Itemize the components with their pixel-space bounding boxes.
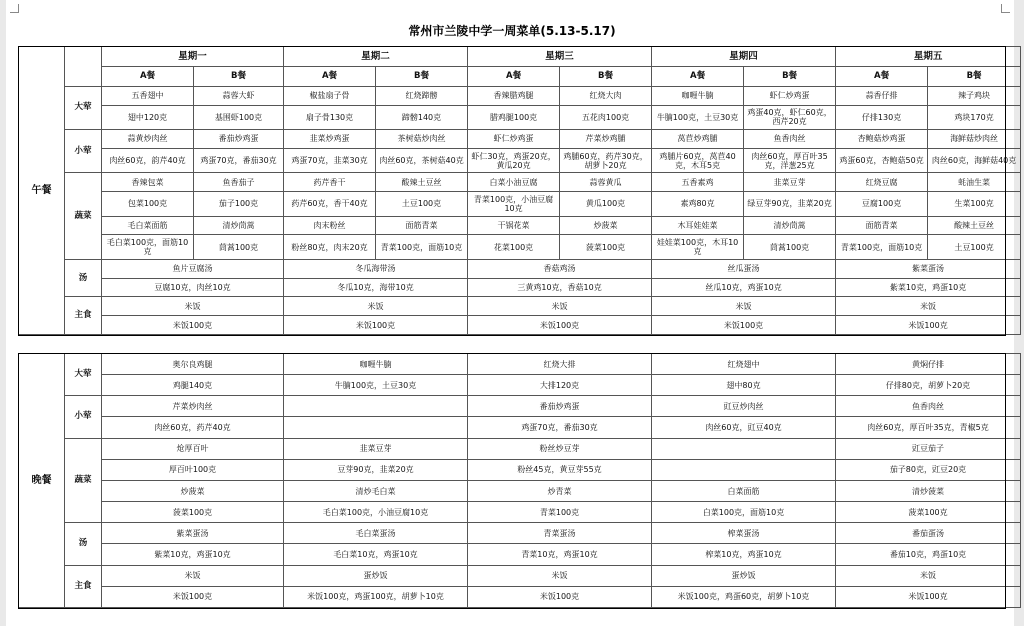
dish-ingredients: 茄子100克 bbox=[194, 192, 284, 217]
dish-ingredients: 扇子骨130克 bbox=[284, 105, 376, 130]
dish-ingredients: 肉丝60克，厚百叶35克，青椒5克 bbox=[836, 417, 1021, 438]
dish-name: 药芹香干 bbox=[284, 173, 376, 192]
dish-ingredients: 鸡蛋40克，虾仁60克，西芹20克 bbox=[744, 105, 836, 130]
meal-b-header: B餐 bbox=[194, 66, 284, 86]
header-blank bbox=[65, 47, 102, 87]
table-row bbox=[19, 86, 1021, 105]
dish-ingredients: 虾仁30克，鸡蛋20克，黄瓜20克 bbox=[468, 148, 560, 173]
dish-name: 黄焖仔排 bbox=[836, 354, 1021, 375]
meal-a-header: A餐 bbox=[836, 66, 928, 86]
day-header: 星期五 bbox=[836, 47, 1021, 67]
day-header: 星期四 bbox=[652, 47, 836, 67]
dish-name: 蚝油生菜 bbox=[928, 173, 1021, 192]
dish-ingredients: 鸡蛋70克，番茄30克 bbox=[468, 417, 652, 438]
table-row bbox=[19, 396, 1021, 417]
dish-ingredients: 青菜10克，鸡蛋10克 bbox=[468, 544, 652, 565]
dish-name: 白菜小油豆腐 bbox=[468, 173, 560, 192]
dish-name: 豇豆炒肉丝 bbox=[652, 396, 836, 417]
day-header: 星期一 bbox=[102, 47, 284, 67]
dish-ingredients: 米饭100克 bbox=[652, 316, 836, 335]
dish-name: 辣子鸡块 bbox=[928, 86, 1021, 105]
table-row bbox=[19, 480, 1021, 501]
dish-name: 蒜蓉大虾 bbox=[194, 86, 284, 105]
dish-name: 番茄炒鸡蛋 bbox=[194, 130, 284, 149]
dish-ingredients: 茼蒿100克 bbox=[744, 235, 836, 260]
dish-name: 米饭 bbox=[102, 297, 284, 316]
dish-name: 红烧豆腐 bbox=[836, 173, 928, 192]
lunch-table bbox=[18, 46, 1021, 335]
dish-name: 鱼香肉丝 bbox=[744, 130, 836, 149]
dish-ingredients: 鸡脯片60克，莴苣40克，木耳5克 bbox=[652, 148, 744, 173]
dish-name: 冬瓜海带汤 bbox=[284, 259, 468, 278]
dish-name: 清炒茼蒿 bbox=[744, 216, 836, 235]
dish-name: 米饭 bbox=[284, 297, 468, 316]
dish-ingredients: 肉丝60克，厚百叶35克，洋葱25克 bbox=[744, 148, 836, 173]
dish-ingredients: 鸡蛋70克，番茄30克 bbox=[194, 148, 284, 173]
dish-name: 紫菜蛋汤 bbox=[102, 523, 284, 544]
dish-name bbox=[284, 396, 468, 417]
dish-name: 米饭 bbox=[468, 297, 652, 316]
dish-ingredients: 肉丝60克，药芹40克 bbox=[102, 417, 284, 438]
dish-name: 香菇鸡汤 bbox=[468, 259, 652, 278]
dish-ingredients: 药芹60克，香干40克 bbox=[284, 192, 376, 217]
dish-ingredients: 米饭100克 bbox=[102, 586, 284, 607]
dish-ingredients: 丝瓜10克，鸡蛋10克 bbox=[652, 278, 836, 297]
dish-name: 蒜黄炒肉丝 bbox=[102, 130, 194, 149]
dish-name: 面筋青菜 bbox=[376, 216, 468, 235]
dish-name: 红烧翅中 bbox=[652, 354, 836, 375]
table-row bbox=[19, 316, 1021, 335]
dish-name: 韭菜炒鸡蛋 bbox=[284, 130, 376, 149]
table-row bbox=[19, 130, 1021, 149]
lunch-label: 午餐 bbox=[19, 47, 65, 335]
dish-ingredients: 米饭100克，鸡蛋60克，胡萝卜10克 bbox=[652, 586, 836, 607]
dish-ingredients: 毛白菜100克，小油豆腐10克 bbox=[284, 502, 468, 523]
table-row bbox=[19, 417, 1021, 438]
dish-ingredients: 花菜100克 bbox=[468, 235, 560, 260]
table-row bbox=[19, 105, 1021, 130]
dish-ingredients: 肉丝60克，豇豆40克 bbox=[652, 417, 836, 438]
category-label: 蔬菜 bbox=[65, 173, 102, 260]
dish-name: 番茄炒鸡蛋 bbox=[468, 396, 652, 417]
dish-ingredients: 冬瓜10克，海带10克 bbox=[284, 278, 468, 297]
dish-name: 香辣包菜 bbox=[102, 173, 194, 192]
dish-name: 五香翅中 bbox=[102, 86, 194, 105]
dish-name: 丝瓜蛋汤 bbox=[652, 259, 836, 278]
dish-name: 炒菠菜 bbox=[102, 480, 284, 501]
dish-name: 莴苣炒鸡脯 bbox=[652, 130, 744, 149]
dish-name: 咖喱牛腩 bbox=[652, 86, 744, 105]
dish-name: 毛白菜面筋 bbox=[102, 216, 194, 235]
dish-ingredients: 粉丝45克，黄豆芽55克 bbox=[468, 459, 652, 480]
dish-ingredients: 生菜100克 bbox=[928, 192, 1021, 217]
dish-name: 芹菜炒肉丝 bbox=[102, 396, 284, 417]
table-row bbox=[19, 278, 1021, 297]
dish-ingredients: 鸡脯60克，药芹30克，胡萝卜20克 bbox=[560, 148, 652, 173]
dish-ingredients: 翅中80克 bbox=[652, 375, 836, 396]
dish-ingredients: 肉丝60克，海鲜菇40克 bbox=[928, 148, 1021, 173]
dish-ingredients: 牛腩100克，土豆30克 bbox=[284, 375, 468, 396]
table-row bbox=[19, 438, 1021, 459]
table-row bbox=[19, 297, 1021, 316]
dish-name: 芹菜炒鸡脯 bbox=[560, 130, 652, 149]
dish-ingredients: 土豆100克 bbox=[928, 235, 1021, 260]
dish-ingredients: 豆腐100克 bbox=[836, 192, 928, 217]
table-row bbox=[19, 66, 1021, 86]
table-row bbox=[19, 502, 1021, 523]
dish-name: 五香素鸡 bbox=[652, 173, 744, 192]
table-row bbox=[19, 523, 1021, 544]
dish-name: 番茄蛋汤 bbox=[836, 523, 1021, 544]
dish-ingredients: 豆腐10克，肉丝10克 bbox=[102, 278, 284, 297]
dish-name: 清炒菠菜 bbox=[836, 480, 1021, 501]
category-label: 汤 bbox=[65, 259, 102, 296]
dish-ingredients: 三黄鸡10克，香菇10克 bbox=[468, 278, 652, 297]
table-row bbox=[19, 192, 1021, 217]
dish-ingredients: 米饭100克 bbox=[836, 586, 1021, 607]
dish-ingredients: 仔排80克，胡萝卜20克 bbox=[836, 375, 1021, 396]
dish-name: 红烧大排 bbox=[468, 354, 652, 375]
dish-ingredients: 米饭100克 bbox=[284, 316, 468, 335]
dish-ingredients: 茄子80克，豇豆20克 bbox=[836, 459, 1021, 480]
dish-ingredients: 米饭100克 bbox=[468, 586, 652, 607]
category-label: 主食 bbox=[65, 297, 102, 335]
category-label: 小荤 bbox=[65, 130, 102, 173]
meal-a-header: A餐 bbox=[102, 66, 194, 86]
dish-name: 杏鲍菇炒鸡蛋 bbox=[836, 130, 928, 149]
dish-name: 红烧大肉 bbox=[560, 86, 652, 105]
day-header: 星期二 bbox=[284, 47, 468, 67]
dish-name: 紫菜蛋汤 bbox=[836, 259, 1021, 278]
meal-a-header: A餐 bbox=[284, 66, 376, 86]
dish-ingredients: 牛腩100克，土豆30克 bbox=[652, 105, 744, 130]
dish-name: 米饭 bbox=[468, 565, 652, 586]
dish-ingredients: 肉丝60克，韵芹40克 bbox=[102, 148, 194, 173]
dish-ingredients bbox=[284, 417, 468, 438]
dish-name: 蒜香仔排 bbox=[836, 86, 928, 105]
category-label: 大荤 bbox=[65, 354, 102, 396]
dish-ingredients: 菠菜100克 bbox=[560, 235, 652, 260]
meal-b-header: B餐 bbox=[928, 66, 1021, 86]
dish-ingredients: 腊鸡腿100克 bbox=[468, 105, 560, 130]
dish-name: 清炒茼蒿 bbox=[194, 216, 284, 235]
category-label: 大荤 bbox=[65, 86, 102, 129]
dinner-table bbox=[18, 353, 1021, 608]
dish-ingredients: 翅中120克 bbox=[102, 105, 194, 130]
dish-name: 榨菜蛋汤 bbox=[652, 523, 836, 544]
dish-ingredients: 蹄髈140克 bbox=[376, 105, 468, 130]
dish-ingredients: 米饭100克 bbox=[102, 316, 284, 335]
table-row bbox=[19, 544, 1021, 565]
dish-name: 炒青菜 bbox=[468, 480, 652, 501]
category-label: 小荤 bbox=[65, 396, 102, 438]
dish-name: 米饭 bbox=[652, 297, 836, 316]
dish-name: 韭菜豆芽 bbox=[744, 173, 836, 192]
page-title: 常州市兰陵中学一周菜单(5.13-5.17) bbox=[408, 24, 616, 38]
dish-name: 咖喱牛腩 bbox=[284, 354, 468, 375]
dish-name: 炒菠菜 bbox=[560, 216, 652, 235]
dish-ingredients: 土豆100克 bbox=[376, 192, 468, 217]
dish-ingredients: 紫菜10克，鸡蛋10克 bbox=[102, 544, 284, 565]
dish-ingredients: 茼蒿100克 bbox=[194, 235, 284, 260]
dish-ingredients: 菠菜100克 bbox=[836, 502, 1021, 523]
dish-name: 毛白菜蛋汤 bbox=[284, 523, 468, 544]
dish-ingredients: 青菜100克，小油豆腐10克 bbox=[468, 192, 560, 217]
meal-a-header: A餐 bbox=[468, 66, 560, 86]
dish-name: 虾仁炒鸡蛋 bbox=[744, 86, 836, 105]
dish-ingredients bbox=[652, 459, 836, 480]
dish-ingredients: 青菜100克 bbox=[468, 502, 652, 523]
dish-name: 豇豆茄子 bbox=[836, 438, 1021, 459]
dinner-label: 晚餐 bbox=[19, 354, 65, 608]
meal-a-header: A餐 bbox=[652, 66, 744, 86]
dish-ingredients: 鸡块170克 bbox=[928, 105, 1021, 130]
dish-name: 蛋炒饭 bbox=[652, 565, 836, 586]
dish-name: 海鲜菇炒肉丝 bbox=[928, 130, 1021, 149]
dish-name: 奥尔良鸡腿 bbox=[102, 354, 284, 375]
dish-name: 干锅花菜 bbox=[468, 216, 560, 235]
dish-ingredients: 仔排130克 bbox=[836, 105, 928, 130]
dish-name: 米饭 bbox=[102, 565, 284, 586]
dish-ingredients: 绿豆芽90克，韭菜20克 bbox=[744, 192, 836, 217]
dish-name: 蒜蓉黄瓜 bbox=[560, 173, 652, 192]
dish-name: 清炒毛白菜 bbox=[284, 480, 468, 501]
dish-ingredients: 包菜100克 bbox=[102, 192, 194, 217]
dish-ingredients: 紫菜10克，鸡蛋10克 bbox=[836, 278, 1021, 297]
dish-ingredients: 基围虾100克 bbox=[194, 105, 284, 130]
category-label: 汤 bbox=[65, 523, 102, 565]
table-row bbox=[19, 375, 1021, 396]
dish-ingredients: 娃娃菜100克，木耳10克 bbox=[652, 235, 744, 260]
dish-ingredients: 大排120克 bbox=[468, 375, 652, 396]
table-row bbox=[19, 565, 1021, 586]
dish-ingredients: 毛白菜100克，面筋10克 bbox=[102, 235, 194, 260]
dish-ingredients: 青菜100克，面筋10克 bbox=[376, 235, 468, 260]
dish-ingredients: 黄瓜100克 bbox=[560, 192, 652, 217]
table-row bbox=[19, 216, 1021, 235]
table-row bbox=[19, 586, 1021, 607]
dish-name: 椒盐扇子骨 bbox=[284, 86, 376, 105]
category-label: 蔬菜 bbox=[65, 438, 102, 523]
dish-name: 蛋炒饭 bbox=[284, 565, 468, 586]
table-row bbox=[19, 148, 1021, 173]
dish-name bbox=[652, 438, 836, 459]
day-header: 星期三 bbox=[468, 47, 652, 67]
dish-ingredients: 鸡腿140克 bbox=[102, 375, 284, 396]
dish-ingredients: 厚百叶100克 bbox=[102, 459, 284, 480]
dish-name: 米饭 bbox=[836, 565, 1021, 586]
corner-mark bbox=[1001, 4, 1010, 13]
dish-ingredients: 肉丝60克，茶树菇40克 bbox=[376, 148, 468, 173]
dish-name: 肉末粉丝 bbox=[284, 216, 376, 235]
dish-ingredients: 五花肉100克 bbox=[560, 105, 652, 130]
table-row bbox=[19, 235, 1021, 260]
dish-ingredients: 白菜100克，面筋10克 bbox=[652, 502, 836, 523]
dish-name: 酸辣土豆丝 bbox=[928, 216, 1021, 235]
dish-name: 炝厚百叶 bbox=[102, 438, 284, 459]
dish-ingredients: 粉丝80克，肉末20克 bbox=[284, 235, 376, 260]
dish-ingredients: 米饭100克 bbox=[468, 316, 652, 335]
meal-b-header: B餐 bbox=[560, 66, 652, 86]
dish-name: 面筋青菜 bbox=[836, 216, 928, 235]
dish-ingredients: 番茄10克，鸡蛋10克 bbox=[836, 544, 1021, 565]
dish-ingredients: 鸡蛋70克，韭菜30克 bbox=[284, 148, 376, 173]
dish-name: 韭菜豆芽 bbox=[284, 438, 468, 459]
dish-name: 香辣腊鸡腿 bbox=[468, 86, 560, 105]
dish-name: 白菜面筋 bbox=[652, 480, 836, 501]
dish-ingredients: 豆芽90克，韭菜20克 bbox=[284, 459, 468, 480]
dish-name: 虾仁炒鸡蛋 bbox=[468, 130, 560, 149]
dish-ingredients: 米饭100克，鸡蛋100克，胡萝卜10克 bbox=[284, 586, 468, 607]
dish-ingredients: 毛白菜10克，鸡蛋10克 bbox=[284, 544, 468, 565]
dish-name: 青菜蛋汤 bbox=[468, 523, 652, 544]
table-row bbox=[19, 259, 1021, 278]
dish-name: 粉丝炒豆芽 bbox=[468, 438, 652, 459]
table-row bbox=[19, 354, 1021, 375]
table-row bbox=[19, 47, 1021, 67]
table-row bbox=[19, 459, 1021, 480]
meal-b-header: B餐 bbox=[376, 66, 468, 86]
category-label: 主食 bbox=[65, 565, 102, 607]
dish-name: 红烧蹄髈 bbox=[376, 86, 468, 105]
dish-ingredients: 素鸡80克 bbox=[652, 192, 744, 217]
dish-ingredients: 青菜100克，面筋10克 bbox=[836, 235, 928, 260]
dish-name: 木耳娃娃菜 bbox=[652, 216, 744, 235]
corner-mark bbox=[10, 4, 19, 13]
dish-ingredients: 鸡蛋60克，杏鲍菇50克 bbox=[836, 148, 928, 173]
table-row bbox=[19, 173, 1021, 192]
dish-ingredients: 榨菜10克，鸡蛋10克 bbox=[652, 544, 836, 565]
dish-name: 鱼香茄子 bbox=[194, 173, 284, 192]
dish-ingredients: 米饭100克 bbox=[836, 316, 1021, 335]
dish-name: 鱼香肉丝 bbox=[836, 396, 1021, 417]
dish-ingredients: 菠菜100克 bbox=[102, 502, 284, 523]
dish-name: 酸辣土豆丝 bbox=[376, 173, 468, 192]
dish-name: 鱼片豆腐汤 bbox=[102, 259, 284, 278]
meal-b-header: B餐 bbox=[744, 66, 836, 86]
dish-name: 茶树菇炒肉丝 bbox=[376, 130, 468, 149]
dish-name: 米饭 bbox=[836, 297, 1021, 316]
